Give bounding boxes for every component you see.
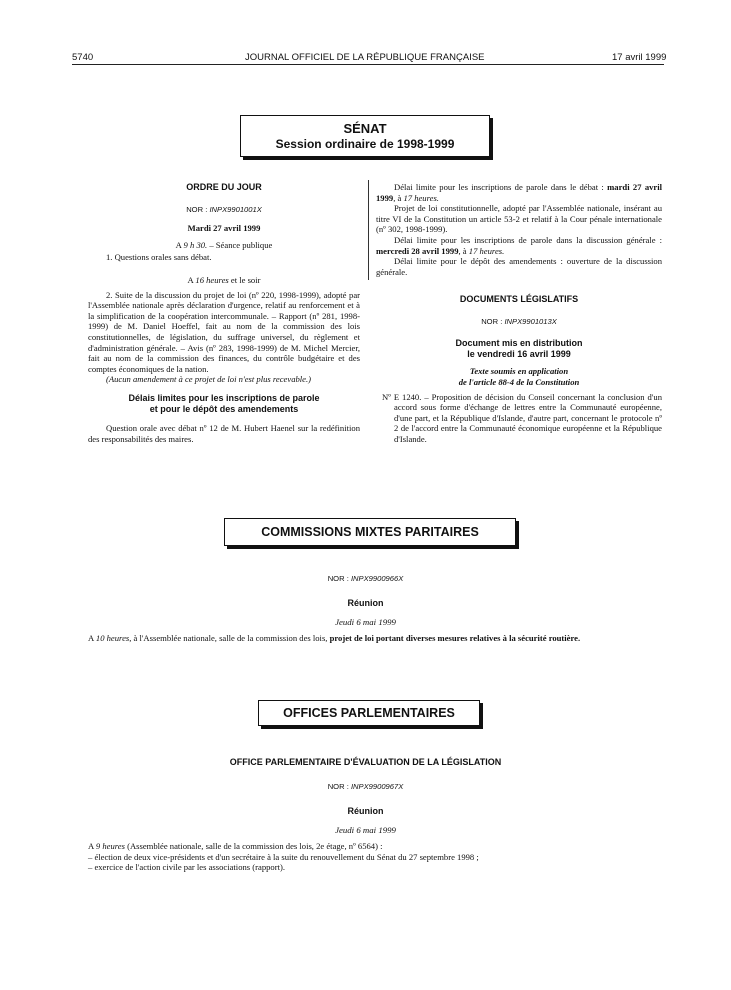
cmp-text: A 10 heures, à l'Assemblée nationale, salle de la commission des lois, projet de loi portant diverses mesures relatives à la sécurité routière. <box>88 633 581 643</box>
offices-line-2: – élection de deux vice-présidents et d'un secrétaire à la suite du renouvellement du Sénat du 27 septembre 1998 ; <box>88 851 479 862</box>
document-e1240: Nº E 1240. – Proposition de décision du Conseil concernant la conclusion d'un accord sous forme d'échange de lettres entre la Communauté européenne, d'une part, et la République d'Islande, d'autre part, concernant le protocole nº 2 de l'accord entre la Communauté économique européenne et la République d'Islande. <box>382 391 662 444</box>
cmp-date: Jeudi 6 mai 1999 <box>335 617 396 627</box>
offices-line-1: A 9 heures (Assemblée nationale, salle de la commission des lois, 2e étage, nº 6564) : <box>88 841 383 851</box>
distribution-heading: Document mis en distribution le vendredi 16 avril 1999 <box>455 337 583 359</box>
offices-nor: NOR : INPX9900967X <box>327 782 404 791</box>
senat-title: SÉNAT <box>343 121 387 136</box>
senat-box <box>240 115 490 157</box>
nor-line <box>88 205 360 216</box>
right-column <box>376 182 662 445</box>
afternoon-time: A 16 heures et le soir <box>187 274 261 285</box>
documents-legislatifs-heading: DOCUMENTS LÉGISLATIFS <box>459 294 579 305</box>
delais-heading: Délais limites pour les inscriptions de parole et pour le dépôt des amendements <box>128 392 320 414</box>
page-number: 5740 <box>72 52 94 63</box>
offices-text <box>88 841 662 873</box>
nor-line: NOR : INPX9901013X <box>481 316 557 326</box>
morning-time: A 9 h 30. – Séance publique <box>175 239 273 250</box>
offices-reunion: Réunion <box>347 806 384 816</box>
delai-2: Délai limite pour les inscriptions de parole dans la discussion générale : mercredi 28 avril 1999, à 17 heures. <box>376 234 662 256</box>
column-separator <box>368 180 369 280</box>
item-2-note: (Aucun amendement à ce projet de loi n'est plus recevable.) <box>106 374 311 385</box>
nor-code: INPX9901001X <box>209 204 262 214</box>
left-column <box>88 182 360 444</box>
item-1: 1. Questions orales sans débat. <box>106 252 212 263</box>
journal-title: JOURNAL OFFICIEL DE LA RÉPUBLIQUE FRANÇAISE <box>245 52 485 63</box>
cmp-nor: NOR : INPX9900966X <box>327 574 404 583</box>
senat-subtitle: Session ordinaire de 1998-1999 <box>275 137 455 151</box>
nor-label: NOR : <box>186 204 208 214</box>
item-2: 2. Suite de la discussion du projet de loi (nº 220, 1998-1999), adopté par l'Assemblée nationale après déclaration d'urgence, relatif au renforcement et à la simplification de la coopération intercommunale. – Rapport (nº 281, 1998-1999) de M. Daniel Hoeffel, fait au nom de la commission des lois constitutionnelles, de législation, du suffrage universel, du règlement et d'administration générale. – Avis (nº 283, 1998-1999) de M. Michel Mercier, fait au nom de la commission des finances, du contrôle budgétaire et des comptes économiques de la nation. <box>88 289 360 374</box>
cmp-reunion: Réunion <box>347 598 384 608</box>
header-rule <box>72 64 664 65</box>
texte-soumis-heading: Texte soumis en application de l'article 88-4 de la Constitution <box>458 365 580 387</box>
delai-1: Délai limite pour les inscriptions de parole dans le débat : mardi 27 avril 1999, à 17 heures. <box>376 182 662 203</box>
session-date: Mardi 27 avril 1999 <box>187 223 261 234</box>
ordre-du-jour-heading: ORDRE DU JOUR <box>186 182 262 192</box>
offices-date: Jeudi 6 mai 1999 <box>335 825 396 835</box>
delai-3: Délai limite pour le dépôt des amendements : ouverture de la discussion générale. <box>376 256 662 277</box>
offices-box: OFFICES PARLEMENTAIRES <box>258 700 480 726</box>
cmp-box: COMMISSIONS MIXTES PARITAIRES <box>224 518 516 546</box>
projet-loi-constitutionnelle: Projet de loi constitutionnelle, adopté par l'Assemblée nationale, insérant au titre VI de la Constitution un article 53-2 et relatif à la Cour pénale internationale (nº 302, 1998-1999). <box>376 203 662 235</box>
offices-line-3: – exercice de l'action civile par les associations (rapport). <box>88 862 285 873</box>
question-orale: Question orale avec débat nº 12 de M. Hubert Haenel sur la redéfinition des responsabilités des maires. <box>88 422 360 444</box>
offices-heading: OFFICE PARLEMENTAIRE D'ÉVALUATION DE LA LÉGISLATION <box>229 757 502 767</box>
header-date: 17 avril 1999 <box>612 52 667 63</box>
